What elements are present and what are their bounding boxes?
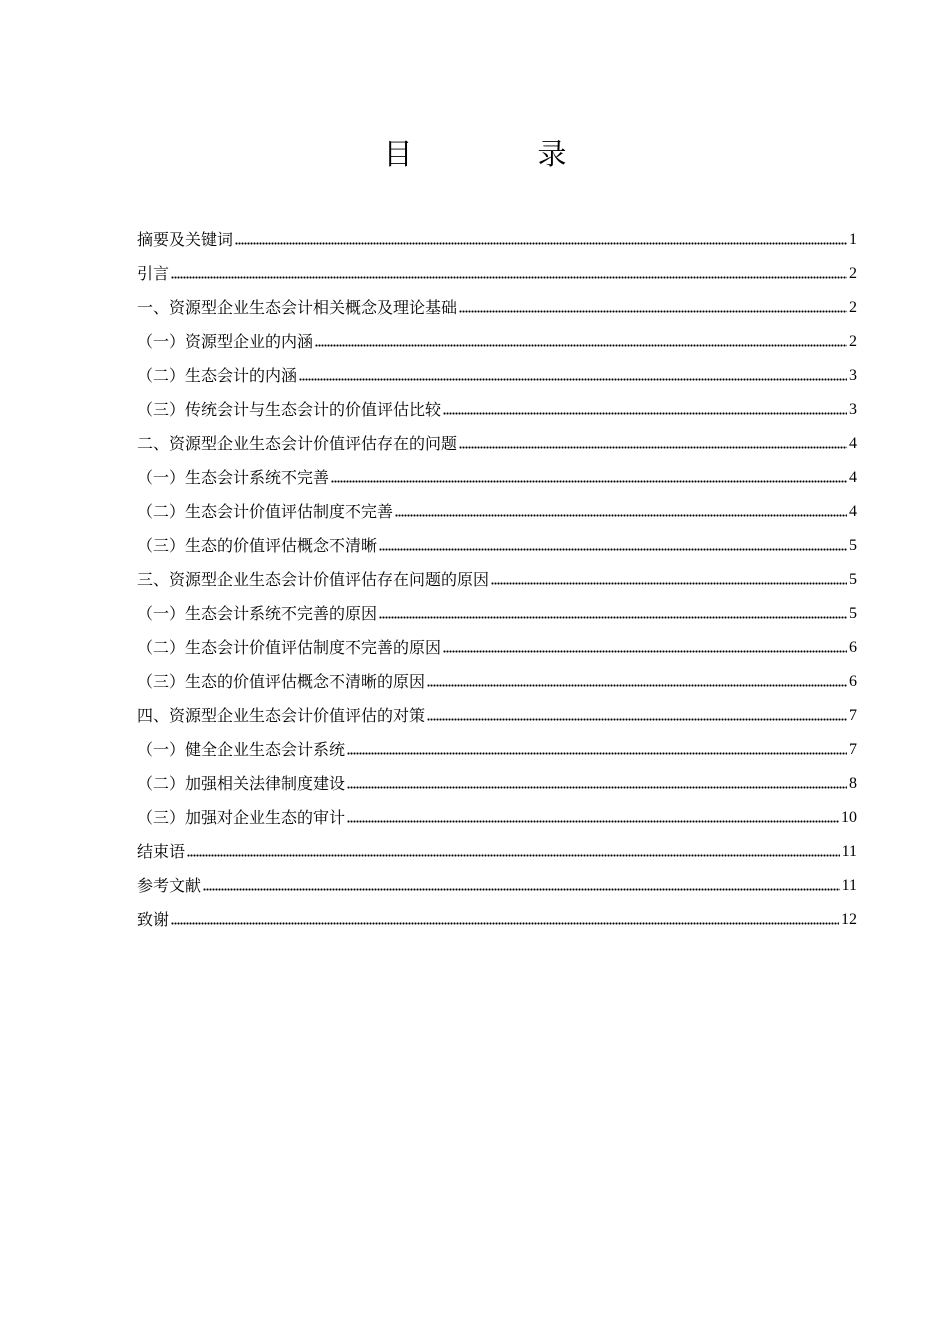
- toc-entry[interactable]: [137, 420, 857, 454]
- toc-entry-label: 二、资源型企业生态会计价值评估存在的问题: [137, 434, 458, 453]
- toc-entry[interactable]: [137, 556, 857, 590]
- toc-entry[interactable]: [137, 352, 857, 386]
- toc-entry-label: （三）加强对企业生态的审计: [137, 808, 346, 827]
- dot-leader: [299, 373, 847, 386]
- toc-entry-page-number: 6: [849, 673, 857, 690]
- toc-entry-label: （一）资源型企业的内涵: [137, 332, 314, 351]
- dot-leader: [331, 475, 847, 488]
- toc-entry-page-number: 7: [849, 741, 857, 758]
- toc-entry[interactable]: [137, 624, 857, 658]
- toc-entry-page-number: 3: [849, 401, 857, 418]
- page-title: 目 录: [383, 137, 615, 171]
- toc-entry-label: 结束语: [137, 842, 186, 861]
- toc-entry-label: （三）传统会计与生态会计的价值评估比较: [137, 400, 442, 419]
- dot-leader: [347, 815, 839, 828]
- dot-leader: [443, 407, 847, 420]
- dot-leader: [427, 713, 847, 726]
- toc-entry-page-number: 4: [849, 469, 857, 486]
- dot-leader: [443, 645, 847, 658]
- toc-entry[interactable]: [137, 522, 857, 556]
- toc-entry-page-number: 10: [841, 809, 857, 826]
- dot-leader: [395, 509, 847, 522]
- toc-entry-page-number: 1: [849, 231, 857, 248]
- toc-entry[interactable]: [137, 318, 857, 352]
- toc-entry-page-number: 6: [849, 639, 857, 656]
- toc-entry-label: （一）生态会计系统不完善: [137, 468, 330, 487]
- dot-leader: [427, 679, 847, 692]
- table-of-contents: [137, 216, 857, 930]
- toc-entry-page-number: 3: [849, 367, 857, 384]
- toc-entry-label: 三、资源型企业生态会计价值评估存在问题的原因: [137, 570, 490, 589]
- toc-entry[interactable]: [137, 896, 857, 930]
- dot-leader: [235, 237, 847, 250]
- dot-leader: [171, 271, 847, 284]
- toc-entry-label: 参考文献: [137, 876, 202, 895]
- toc-entry[interactable]: [137, 488, 857, 522]
- dot-leader: [347, 781, 847, 794]
- dot-leader: [347, 747, 847, 760]
- toc-entry-page-number: 7: [849, 707, 857, 724]
- toc-entry-page-number: 2: [849, 299, 857, 316]
- toc-entry-page-number: 8: [849, 775, 857, 792]
- toc-entry-page-number: 5: [849, 571, 857, 588]
- toc-entry-page-number: 12: [841, 911, 857, 928]
- toc-entry-page-number: 5: [849, 537, 857, 554]
- toc-entry-label: 摘要及关键词: [137, 230, 234, 249]
- dot-leader: [379, 611, 847, 624]
- toc-entry-page-number: 11: [841, 877, 857, 894]
- dot-leader: [171, 917, 839, 930]
- dot-leader: [459, 441, 847, 454]
- dot-leader: [203, 883, 840, 896]
- dot-leader: [187, 849, 840, 862]
- toc-entry-page-number: 2: [849, 333, 857, 350]
- toc-entry-page-number: 4: [849, 435, 857, 452]
- toc-entry-label: （一）健全企业生态会计系统: [137, 740, 346, 759]
- toc-entry[interactable]: [137, 794, 857, 828]
- toc-entry[interactable]: [137, 590, 857, 624]
- toc-entry[interactable]: [137, 862, 857, 896]
- toc-entry-label: 引言: [137, 264, 170, 283]
- toc-entry-label: （二）生态会计价值评估制度不完善: [137, 502, 394, 521]
- toc-entry[interactable]: [137, 692, 857, 726]
- toc-entry-page-number: 11: [841, 843, 857, 860]
- dot-leader: [491, 577, 847, 590]
- toc-entry[interactable]: [137, 760, 857, 794]
- toc-entry-label: 一、资源型企业生态会计相关概念及理论基础: [137, 298, 458, 317]
- toc-entry[interactable]: [137, 284, 857, 318]
- toc-entry-label: 四、资源型企业生态会计价值评估的对策: [137, 706, 426, 725]
- toc-entry-label: （三）生态的价值评估概念不清晰的原因: [137, 672, 426, 691]
- dot-leader: [379, 543, 847, 556]
- toc-entry-page-number: 4: [849, 503, 857, 520]
- toc-entry[interactable]: [137, 250, 857, 284]
- toc-entry[interactable]: [137, 454, 857, 488]
- toc-entry-page-number: 2: [849, 265, 857, 282]
- dot-leader: [315, 339, 847, 352]
- toc-entry-label: （二）加强相关法律制度建设: [137, 774, 346, 793]
- toc-entry[interactable]: [137, 726, 857, 760]
- dot-leader: [459, 305, 847, 318]
- toc-entry[interactable]: [137, 386, 857, 420]
- toc-entry-label: （二）生态会计价值评估制度不完善的原因: [137, 638, 442, 657]
- toc-entry-label: （二）生态会计的内涵: [137, 366, 298, 385]
- toc-entry-label: （一）生态会计系统不完善的原因: [137, 604, 378, 623]
- toc-entry[interactable]: [137, 658, 857, 692]
- toc-entry[interactable]: [137, 828, 857, 862]
- toc-entry-label: （三）生态的价值评估概念不清晰: [137, 536, 378, 555]
- toc-entry[interactable]: [137, 216, 857, 250]
- toc-entry-label: 致谢: [137, 910, 170, 929]
- toc-entry-page-number: 5: [849, 605, 857, 622]
